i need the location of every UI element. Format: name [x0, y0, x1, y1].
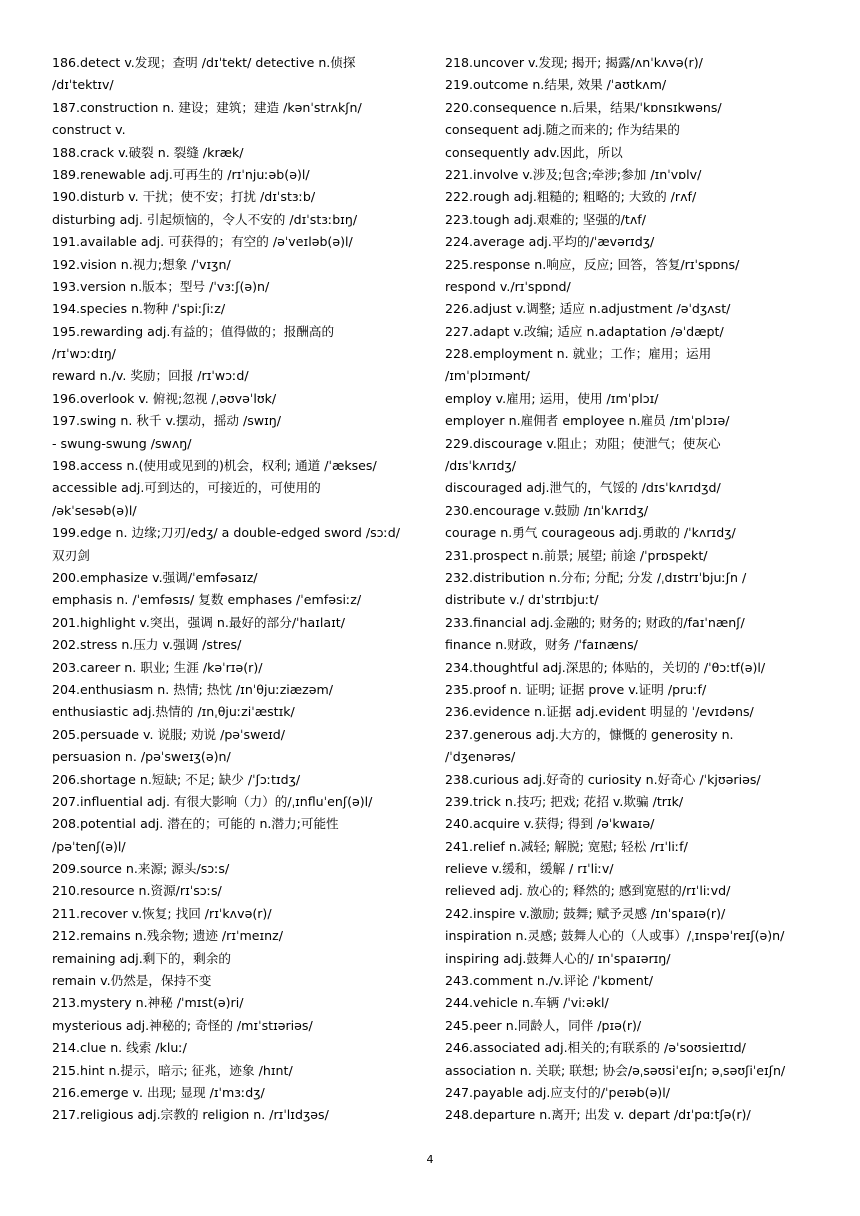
vocab-line: construct v. [52, 122, 126, 138]
vocab-line: 230.encourage v.鼓励 /ɪnˈkʌrɪdʒ/ [445, 502, 649, 518]
vocab-line: 200.emphasize v.强调/ˈemfəsaɪz/ [52, 569, 258, 585]
vocab-line: 215.hint n.提示，暗示; 征兆，迹象 /hɪnt/ [52, 1062, 293, 1078]
vocab-line: inspiring adj.鼓舞人心的/ ɪnˈspaɪərɪŋ/ [445, 950, 671, 966]
vocab-line: employ v.雇用; 运用，使用 /ɪmˈplɔɪ/ [445, 390, 659, 406]
vocab-line: 186.detect v.发现；查明 /dɪˈtekt/ detective n.侦探 [52, 55, 356, 70]
vocab-line: 227.adapt v.改编; 适应 n.adaptation /əˈdæpt/ [445, 323, 724, 339]
vocab-line: 188.crack v.破裂 n. 裂缝 /kræk/ [52, 144, 244, 160]
vocab-line: persuasion n. /pəˈsweɪʒ(ə)n/ [52, 749, 231, 765]
vocab-line: 241.relief n.减轻; 解脱; 宽慰; 轻松 /rɪˈliːf/ [445, 838, 688, 854]
vocab-line: 196.overlook v. 俯视;忽视 /ˌəʊvəˈlʊk/ [52, 390, 277, 406]
vocab-line: /pəˈtenʃ(ə)l/ [52, 838, 126, 854]
vocab-line: 242.inspire v.激励; 鼓舞; 赋予灵感 /ɪnˈspaɪə(r)/ [445, 905, 726, 921]
vocab-line: 222.rough adj.粗糙的; 粗略的; 大致的 /rʌf/ [445, 189, 697, 205]
vocab-line: disturbing adj. 引起烦恼的，令人不安的 /dɪˈstɜːbɪŋ/ [52, 211, 358, 227]
vocab-line: 218.uncover v.发现; 揭开; 揭露/ʌnˈkʌvə(r)/ [445, 55, 703, 70]
vocab-line: 193.version n.版本；型号 /ˈvɜːʃ(ə)n/ [52, 278, 270, 294]
vocab-line: finance n.财政，财务 /ˈfaɪnæns/ [445, 637, 638, 653]
vocab-line: /dɪˈtektɪv/ [52, 77, 114, 93]
vocab-line: 219.outcome n.结果, 效果 /ˈaʊtkʌm/ [445, 77, 667, 93]
vocab-line: 204.enthusiasm n. 热情; 热忱 /ɪnˈθjuːziæzəm/ [52, 681, 334, 697]
vocab-line: 232.distribution n.分布; 分配; 分发 /ˌdɪstrɪˈbjuːʃn / [445, 569, 747, 585]
vocab-line: 213.mystery n.神秘 /ˈmɪst(ə)ri/ [52, 995, 244, 1011]
vocab-line: 246.associated adj.相关的;有联系的 /əˈsoʊsieɪtɪd/ [445, 1040, 746, 1056]
vocab-line: respond v./rɪˈspɒnd/ [445, 278, 571, 294]
vocab-line: 191.available adj. 可获得的；有空的 /əˈveɪləb(ə)l/ [52, 234, 353, 250]
vocab-line: accessible adj.可到达的，可接近的，可使用的 [52, 480, 321, 496]
vocab-line: emphasis n. /ˈemfəsɪs/ 复数 emphases /ˈemfəsiːz/ [52, 592, 362, 608]
vocab-line: 190.disturb v. 干扰；使不安；打扰 /dɪˈstɜːb/ [52, 189, 316, 205]
vocab-line: remain v.仍然是，保持不变 [52, 973, 212, 989]
vocab-line: /ɪmˈplɔɪmənt/ [445, 368, 530, 384]
vocab-line: 223.tough adj.艰难的; 坚强的/tʌf/ [445, 211, 646, 227]
vocab-line: 197.swing n. 秋千 v.摆动，摇动 /swɪŋ/ [52, 413, 282, 429]
vocab-line: 239.trick n.技巧; 把戏; 花招 v.欺骗 /trɪk/ [445, 793, 684, 809]
vocab-line: 229.discourage v.阻止；劝阻；使泄气；使灰心 [445, 435, 721, 451]
vocab-line: 236.evidence n.证据 adj.evident 明显的 ˈ/evɪdəns/ [445, 704, 754, 720]
vocab-line: 217.religious adj.宗教的 religion n. /rɪˈlɪdʒəs/ [52, 1107, 329, 1123]
vocab-line: 216.emerge v. 出现; 显现 /ɪˈmɜːdʒ/ [52, 1084, 265, 1100]
vocab-line: 194.species n.物种 /ˈspiːʃiːz/ [52, 301, 226, 317]
vocab-line: 201.highlight v.突出，强调 n.最好的部分/ˈhaɪlaɪt/ [52, 614, 345, 630]
vocab-line: 192.vision n.视力;想象 /ˈvɪʒn/ [52, 256, 231, 272]
vocab-line: 226.adjust v.调整; 适应 n.adjustment /əˈdʒʌst/ [445, 301, 731, 317]
right-column [445, 52, 811, 1127]
vocab-line: 212.remains n.残余物; 遗迹 /rɪˈmeɪnz/ [52, 928, 284, 944]
vocab-line: 233.financial adj.金融的; 财务的; 财政的/faɪˈnænʃ/ [445, 614, 745, 630]
vocab-line: 243.comment n./v.评论 /ˈkɒment/ [445, 973, 653, 989]
vocab-line: reward n./v. 奖励；回报 /rɪˈwɔːd/ [52, 368, 249, 384]
vocab-line: 247.payable adj.应支付的/ˈpeɪəb(ə)l/ [445, 1084, 670, 1100]
vocab-line: 210.resource n.资源/rɪˈsɔːs/ [52, 883, 222, 899]
vocab-line: 211.recover v.恢复; 找回 /rɪˈkʌvə(r)/ [52, 905, 272, 921]
vocab-line: 202.stress n.压力 v.强调 /stres/ [52, 637, 242, 653]
vocab-line: 195.rewarding adj.有益的；值得做的；报酬高的 [52, 323, 335, 339]
vocab-line: 199.edge n. 边缘;刀刃/edʒ/ a double-edged sword /sɔːd/ [52, 525, 401, 541]
vocab-line: relieve v.缓和，缓解 / rɪˈliːv/ [445, 861, 614, 877]
vocab-line: - swung-swung /swʌŋ/ [52, 435, 192, 451]
vocab-line: 228.employment n. 就业；工作；雇用；运用 [445, 346, 712, 362]
vocab-line: 235.proof n. 证明; 证据 prove v.证明 /pruːf/ [445, 681, 707, 697]
vocab-line: 198.access n.(使用或见到的)机会，权利; 通道 /ˈækses/ [52, 458, 377, 474]
vocab-line: consequently adv.因此，所以 [445, 144, 623, 160]
vocab-line: 245.peer n.同龄人，同伴 /pɪə(r)/ [445, 1017, 642, 1033]
vocab-line: consequent adj.随之而来的; 作为结果的 [445, 122, 680, 138]
vocab-line: discouraged adj.泄气的，气馁的 /dɪsˈkʌrɪdʒd/ [445, 480, 721, 496]
vocab-line: 220.consequence n.后果，结果/ˈkɒnsɪkwəns/ [445, 99, 722, 115]
vocab-line: 240.acquire v.获得; 得到 /əˈkwaɪə/ [445, 816, 655, 832]
vocab-line: mysterious adj.神秘的; 奇怪的 /mɪˈstɪəriəs/ [52, 1017, 313, 1033]
page-number: 4 [426, 1153, 434, 1166]
vocab-line: 221.involve v.涉及;包含;牵涉;参加 /ɪnˈvɒlv/ [445, 166, 702, 182]
vocab-line: /əkˈsesəb(ə)l/ [52, 502, 137, 518]
vocab-line: enthusiastic adj.热情的 /ɪnˌθjuːziˈæstɪk/ [52, 704, 295, 720]
vocab-line: 225.response n.响应，反应; 回答，答复/rɪˈspɒns/ [445, 256, 740, 272]
vocab-line: 231.prospect n.前景; 展望; 前途 /ˈprɒspekt/ [445, 547, 708, 563]
vocab-line: association n. 关联; 联想; 协会/əˌsəʊsiˈeɪʃn; əˌsəʊʃiˈeɪʃn/ [445, 1062, 786, 1078]
vocab-line: 238.curious adj.好奇的 curiosity n.好奇心 /ˈkjʊəriəs/ [445, 771, 761, 787]
vocab-line: 205.persuade v. 说服; 劝说 /pəˈsweɪd/ [52, 726, 286, 742]
vocab-line: 双刃剑 [52, 547, 90, 563]
vocab-line: 214.clue n. 线索 /kluː/ [52, 1040, 187, 1056]
vocab-line: /ˈdʒenərəs/ [445, 749, 516, 765]
vocab-line: 237.generous adj.大方的，慷慨的 generosity n. [445, 726, 734, 742]
vocab-line: employer n.雇佣者 employee n.雇员 /ɪmˈplɔɪə/ [445, 413, 730, 429]
vocab-line: 244.vehicle n.车辆 /ˈviːəkl/ [445, 995, 609, 1011]
vocab-line: 187.construction n. 建设；建筑；建造 /kənˈstrʌkʃn/ [52, 99, 362, 115]
vocab-line: 203.career n. 职业; 生涯 /kəˈrɪə(r)/ [52, 659, 263, 675]
left-column [52, 52, 416, 1127]
vocab-line: relieved adj. 放心的; 释然的; 感到宽慰的/rɪˈliːvd/ [445, 883, 731, 899]
vocab-line: 209.source n.来源; 源头/sɔːs/ [52, 861, 230, 877]
vocab-line: 207.influential adj. 有很大影响（力）的/ˌɪnfluˈenʃ(ə)l/ [52, 793, 373, 809]
vocab-line: /dɪsˈkʌrɪdʒ/ [445, 458, 517, 474]
vocab-line: 234.thoughtful adj.深思的; 体贴的，关切的 /ˈθɔːtf(ə)l/ [445, 659, 766, 675]
vocab-line: 189.renewable adj.可再生的 /rɪˈnjuːəb(ə)l/ [52, 166, 310, 182]
vocab-line: 248.departure n.离开; 出发 v. depart /dɪˈpɑːtʃə(r)/ [445, 1107, 751, 1123]
vocab-line: inspiration n.灵感; 鼓舞人心的（人或事）/ˌɪnspəˈreɪʃ(ə)n/ [445, 928, 785, 944]
vocab-line: 208.potential adj. 潜在的；可能的 n.潜力;可能性 [52, 816, 339, 832]
vocab-line: 206.shortage n.短缺; 不足; 缺少 /ˈʃɔːtɪdʒ/ [52, 771, 301, 787]
vocab-line: 224.average adj.平均的/ˈævərɪdʒ/ [445, 234, 655, 250]
vocab-line: courage n.勇气 courageous adj.勇敢的 /ˈkʌrɪdʒ/ [445, 525, 736, 541]
vocab-line: remaining adj.剩下的，剩余的 [52, 950, 231, 966]
vocab-line: /rɪˈwɔːdɪŋ/ [52, 346, 116, 362]
vocab-line: distribute v./ dɪˈstrɪbjuːt/ [445, 592, 599, 608]
